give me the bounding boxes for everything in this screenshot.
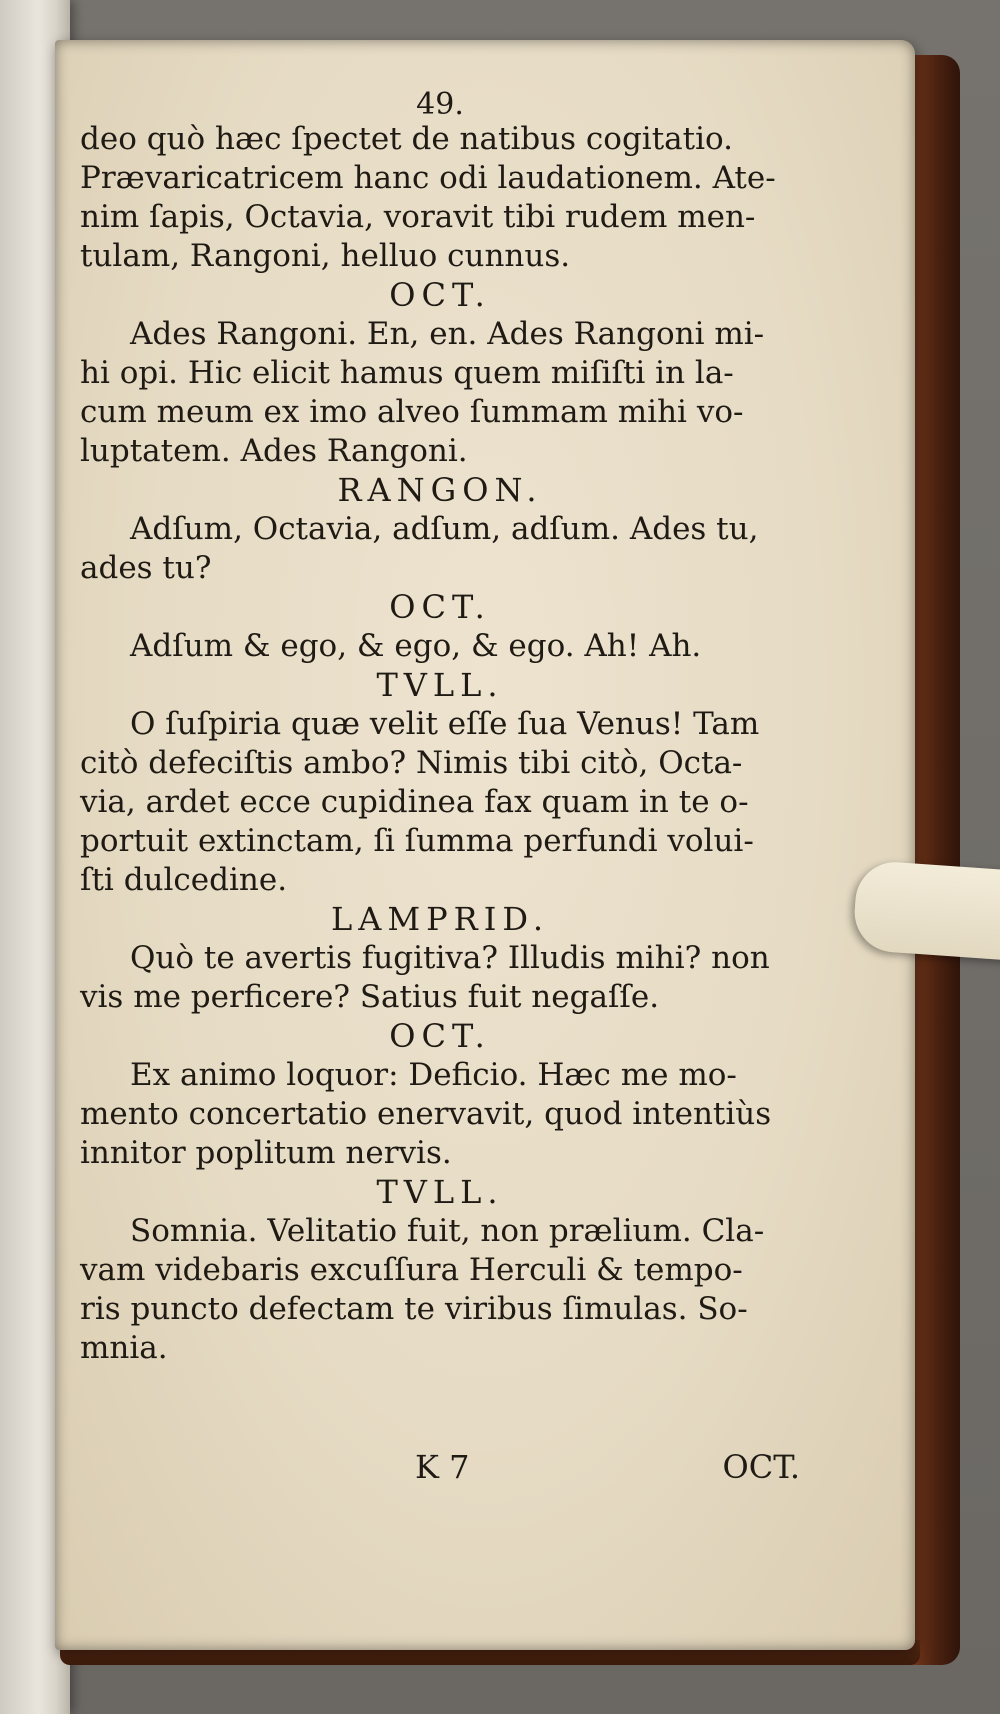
text-line: ſti dulcedine. [80, 862, 288, 898]
speaker-name: TVLL. [376, 1173, 504, 1211]
page-number: 49. [416, 87, 464, 122]
text-line: hi opi. Hic elicit hamus quem miſiſti in la- [80, 355, 734, 391]
text-line: Adſum, Octavia, adſum, adſum. Ades tu, [130, 511, 759, 547]
speaker-name: OCT. [389, 1017, 491, 1055]
text-line: mento concertatio enervavit, quod intentiùs [80, 1096, 772, 1132]
text-line: luptatem. Ades Rangoni. [80, 433, 468, 469]
speaker-name: LAMPRID. [330, 900, 550, 938]
page-text [80, 85, 800, 1368]
text-line: portuit extinctam, ſi ſumma perfundi volui- [80, 823, 754, 859]
text-line: Ex animo loquor: Deficio. Hæc me mo- [130, 1057, 737, 1093]
text-line: Somnia. Velitatio fuit, non prælium. Cla- [130, 1213, 765, 1249]
speaker-name: OCT. [389, 588, 491, 626]
text-line: ris puncto defectam te viribus ſimulas. So- [80, 1291, 748, 1327]
speaker-name: RANGON. [337, 471, 543, 509]
text-line: Ades Rangoni. En, en. Ades Rangoni mi- [130, 316, 765, 352]
text-line: innitor poplitum nervis. [80, 1135, 452, 1171]
speaker-name: TVLL. [376, 666, 504, 704]
text-line: vam videbaris excuſſura Herculi & tempo- [80, 1252, 743, 1288]
text-line: nim ſapis, Octavia, voravit tibi rudem men- [80, 199, 756, 235]
text-line: cum meum ex imo alveo ſummam mihi vo- [80, 394, 744, 430]
text-line: Prævaricatricem hanc odi laudationem. Ate- [80, 160, 776, 196]
text-line: deo quò hæc ſpectet de natibus cogitatio. [80, 121, 733, 157]
text-line: tulam, Rangoni, helluo cunnus. [80, 238, 571, 274]
page-bookmark [852, 860, 1000, 961]
text-line: O ſuſpiria quæ velit eſſe ſua Venus! Tam [130, 706, 760, 742]
text-line: mnia. [80, 1330, 168, 1366]
text-line: ades tu? [80, 550, 212, 586]
text-lines [80, 120, 800, 1368]
text-line: vis me perficere? Satius fuit negaſſe. [80, 979, 660, 1015]
text-line: citò defeciſtis ambo? Nimis tibi citò, Octa- [80, 745, 743, 781]
catchword: OCT. [722, 1448, 800, 1486]
speaker-name: OCT. [389, 276, 491, 314]
text-line: Adſum & ego, & ego, & ego. Ah! Ah. [130, 628, 702, 664]
text-line: Quò te avertis fugitiva? Illudis mihi? non [130, 940, 770, 976]
signature-mark: K 7 [415, 1448, 470, 1486]
text-line: via, ardet ecce cupidinea fax quam in te o- [80, 784, 749, 820]
